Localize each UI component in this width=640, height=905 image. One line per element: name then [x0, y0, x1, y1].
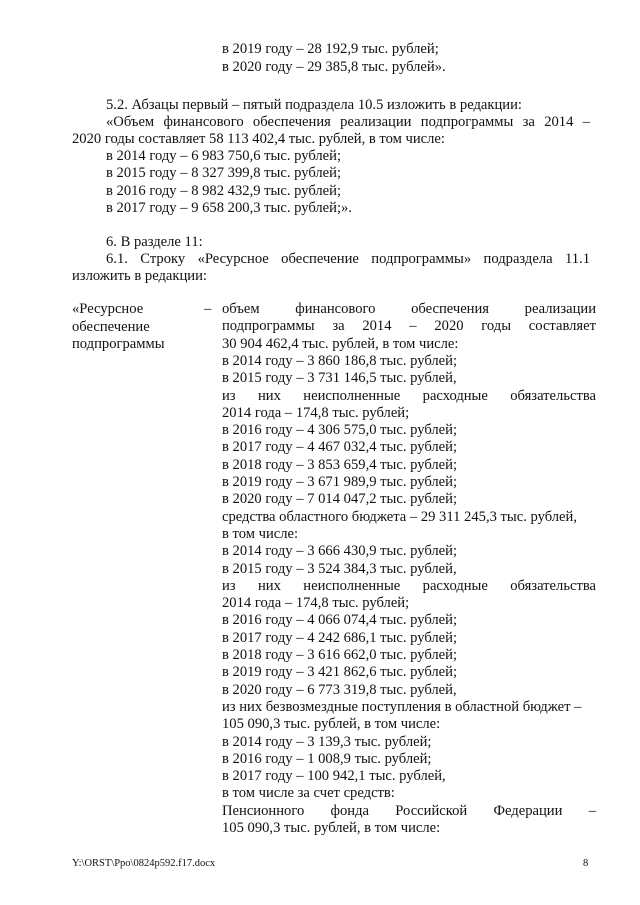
table-right-line: из них неисполненные расходные обязательства — [222, 577, 596, 594]
list-item: в 2016 году – 8 982 432,9 тыс. рублей; — [106, 183, 342, 199]
table-right-line: из них безвозмездные поступления в областной бюджет – — [222, 698, 582, 715]
table-right-line: в том числе: — [222, 525, 299, 542]
list-item: в 2014 году – 6 983 750,6 тыс. рублей; — [106, 148, 342, 164]
table-right-line: 2014 года – 174,8 тыс. рублей; — [222, 404, 410, 421]
table-right-line: в 2019 году – 3 421 862,6 тыс. рублей; — [222, 664, 458, 681]
list-item: в 2015 году – 8 327 399,8 тыс. рублей; — [106, 165, 342, 181]
table-right-line: в 2017 году – 4 242 686,1 тыс. рублей; — [222, 629, 458, 646]
table-right-line: 30 904 462,4 тыс. рублей, в том числе: — [222, 335, 459, 352]
table-right-line: в 2018 году – 3 616 662,0 тыс. рублей; — [222, 647, 458, 663]
table-right-line: средства областного бюджета – 29 311 245,3 тыс. рублей, — [222, 508, 577, 525]
table-right-line: 105 090,3 тыс. рублей, в том числе: — [222, 716, 441, 733]
text-line: в 2020 году – 29 385,8 тыс. рублей». — [222, 59, 446, 75]
table-right-line: в 2014 году – 3 139,3 тыс. рублей; — [222, 733, 432, 750]
table-right-line: Пенсионного фонда Российской Федерации – — [222, 802, 596, 819]
table-right-line: в 2017 году – 4 467 032,4 тыс. рублей; — [222, 439, 458, 456]
paragraph-line: 2020 годы составляет 58 113 402,4 тыс. рублей, в том числе: — [72, 131, 445, 147]
table-right-line: в 2016 году – 4 306 575,0 тыс. рублей; — [222, 422, 458, 439]
page-number: 8 — [583, 858, 589, 869]
table-right-line: в 2020 году – 6 773 319,8 тыс. рублей, — [222, 681, 457, 698]
table-right-line: подпрограммы за 2014 – 2020 годы составляет — [222, 318, 596, 335]
table-right-line: в 2020 году – 7 014 047,2 тыс. рублей; — [222, 491, 458, 508]
table-right-line: в 2016 году – 1 008,9 тыс. рублей; — [222, 750, 432, 767]
table-right-line: 2014 года – 174,8 тыс. рублей; — [222, 595, 410, 612]
table-right-line: в 2014 году – 3 666 430,9 тыс. рублей; — [222, 543, 458, 560]
table-right-line: из них неисполненные расходные обязательства — [222, 387, 596, 404]
table-left-label: «Ресурсное — [72, 301, 144, 317]
table-dash: – — [204, 301, 212, 317]
table-left-label: обеспечение — [72, 319, 150, 335]
section-heading: 6. В разделе 11: — [106, 234, 203, 250]
table-right-line: в 2014 году – 3 860 186,8 тыс. рублей; — [222, 352, 458, 369]
text-line: в 2019 году – 28 192,9 тыс. рублей; — [222, 41, 439, 57]
table-left-label: подпрограммы — [72, 336, 165, 352]
section-heading: 5.2. Абзацы первый – пятый подраздела 10.5 изложить в редакции: — [106, 97, 522, 113]
paragraph-line: 6.1. Строку «Ресурсное обеспечение подпрограммы» подраздела 11.1 — [106, 251, 590, 267]
list-item: в 2017 году – 9 658 200,3 тыс. рублей;». — [106, 200, 352, 216]
footer-file-path: Y:\ORST\Ppo\0824p592.f17.docx — [72, 858, 216, 869]
table-right-line: в 2015 году – 3 524 384,3 тыс. рублей, — [222, 560, 457, 577]
table-right-line: 105 090,3 тыс. рублей, в том числе: — [222, 820, 441, 836]
table-right-line: в 2016 году – 4 066 074,4 тыс. рублей; — [222, 612, 458, 629]
table-right-line: в 2019 году – 3 671 989,9 тыс. рублей; — [222, 474, 458, 490]
table-right-line: в 2018 году – 3 853 659,4 тыс. рублей; — [222, 456, 458, 473]
table-right-line: объем финансового обеспечения реализации — [222, 301, 596, 317]
paragraph-line: изложить в редакции: — [72, 268, 207, 284]
paragraph-line: «Объем финансового обеспечения реализации подпрограммы за 2014 – — [106, 114, 590, 130]
table-right-line: в 2015 году – 3 731 146,5 тыс. рублей, — [222, 370, 457, 387]
table-right-line: в 2017 году – 100 942,1 тыс. рублей, — [222, 768, 446, 785]
table-right-line: в том числе за счет средств: — [222, 785, 395, 802]
